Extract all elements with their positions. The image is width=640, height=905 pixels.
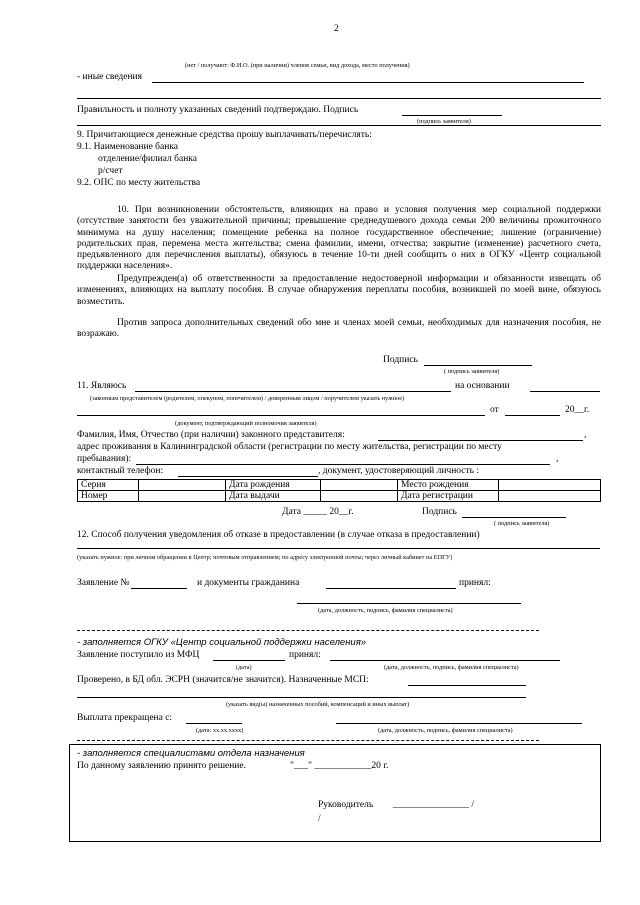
citizen-name-line[interactable] — [326, 588, 456, 589]
basis-label: на основании — [455, 381, 510, 391]
year-label: 20__г. — [565, 405, 590, 415]
other-info-label: - иные сведения — [77, 72, 143, 82]
basis-line[interactable] — [530, 391, 600, 392]
benefits-line[interactable] — [77, 697, 526, 698]
payment-stopped-specialist-line[interactable] — [336, 723, 582, 724]
representative-fio-label: Фамилия, Имя, Отчество (при наличии) законного представителя: — [77, 430, 345, 440]
decision-label: По данному заявлению принято решение. — [77, 761, 246, 771]
table-cell[interactable] — [499, 480, 601, 491]
head-signature-line[interactable]: ________________ / — [393, 800, 475, 810]
head-label: Руководитель — [318, 800, 374, 810]
table-sign-line[interactable] — [462, 517, 566, 518]
mfc-accepted-label: принял: — [289, 650, 321, 660]
mfc-date-line[interactable] — [213, 660, 285, 661]
specialist-line[interactable] — [297, 603, 521, 604]
payment-stopped-date-line[interactable] — [186, 723, 242, 724]
table-cell[interactable] — [499, 491, 601, 502]
signature-hint: ( подпись заявителя) — [444, 368, 500, 375]
bank-branch-label: отделение/филиал банка — [98, 154, 197, 164]
other-info-line[interactable] — [152, 82, 584, 83]
notification-method-hint: (указать нужное: при личном обращении в Центр; почтовым отправлением; по адресу электронной почты; через личный кабинет на ЕПГУ) — [77, 554, 453, 561]
esrn-check-label: Проверено, в БД обл. ЭСРН (значится/не значится). Назначенные МСП: — [77, 675, 369, 685]
table-sign-label: Подпись — [422, 507, 457, 517]
table-cell: Дата рождения — [226, 480, 321, 491]
statement-label: Заявление № — [77, 578, 130, 588]
role-hint: (законным представителем (родителем, опекуном, попечителем) / доверенным лицом / поручителем указать нужное) — [90, 395, 405, 402]
divider — [77, 125, 601, 126]
date-label: Дата _____ 20__г. — [282, 507, 354, 517]
section12-title: 12. Способ получения уведомления об отказе в предоставлении (в случае отказа в предоставлении) — [77, 530, 480, 540]
benefits-hint: (указать вид(ы) назначенных пособий, компенсаций и иных выплат) — [226, 701, 410, 708]
from-label: от — [490, 405, 499, 415]
document-hint: (документ, подтверждающий полномочия заявителя) — [175, 420, 317, 427]
obligation-paragraph: 10. При возникновении обстоятельств, влияющих на право и условия получения мер социальной поддержки (отсутствие занятости без уважительной причины; превышение среднедушевого дохода семьи 200 величины прожиточного минимума на душу населения; помещение ребенка на полное государственное обеспечение; лишение (ограничение) родительских прав, перемена места жительства; смена фамилии, имени, отчества; закрытие (изменение) расчетного счета, предъявленного для перечисления выплаты), обязуюсь в течение 10-ти дней сообщить о них в ОГКУ «Центр социальной поддержки населения». — [77, 205, 601, 272]
esrn-msp-line[interactable] — [408, 685, 526, 686]
page-number: 2 — [334, 24, 339, 34]
table-cell[interactable] — [321, 491, 398, 502]
post-office-label: 9.2. ОПС по месту жительства — [77, 178, 201, 188]
payment-stopped-label: Выплата прекращена с: — [77, 713, 173, 723]
mfc-date-hint: (дата) — [236, 664, 252, 671]
statement-accepted-label: принял: — [459, 578, 491, 588]
address-label-continued: пребывания): — [77, 454, 132, 464]
confirm-signature-line[interactable] — [402, 115, 502, 116]
date-format-hint: (дата: хх.хх.хххх) — [196, 727, 244, 734]
dashed-divider — [77, 740, 539, 741]
mfc-specialist-line[interactable] — [330, 660, 560, 661]
consent-paragraph: Против запроса дополнительных сведений обо мне и членах моей семьи, необходимых для назначения пособия, не возражаю. — [77, 318, 601, 340]
family-income-hint: (нет / получают: Ф.И.О. (при наличии) членов семьи, вид дохода, место получения) — [185, 62, 410, 69]
specialist-hint: (дата, должность, подпись, фамилия специалиста) — [318, 607, 453, 614]
applicant-sign-hint: (подпись заявителя) — [417, 118, 471, 125]
table-cell: Серия — [78, 480, 139, 491]
statement-docs-label: и документы гражданина — [197, 578, 300, 588]
statement-number-line[interactable] — [131, 588, 187, 589]
signature-label: Подпись — [383, 355, 418, 365]
confirm-text: Правильность и полноту указанных сведений подтверждаю. Подпись — [77, 105, 359, 115]
table-sign-hint: ( подпись заявителя) — [494, 520, 550, 527]
table-cell: Номер — [78, 491, 139, 502]
document-line[interactable] — [77, 415, 485, 416]
section9-title: 9. Причитающиеся денежные средства прошу выплачивать/перечислять: — [77, 130, 372, 140]
payment-specialist-hint: (дата, должность, подпись, фамилия специалиста) — [378, 727, 513, 734]
dashed-divider — [77, 630, 539, 631]
address-label: адрес проживания в Калининградской области (регистрации по месту жительства, регистрации по месту — [77, 442, 502, 452]
bank-name-label: 9.1. Наименование банка — [77, 142, 179, 152]
table-cell[interactable] — [321, 480, 398, 491]
comma: , — [556, 454, 559, 464]
table-row — [78, 480, 601, 491]
comma: , — [584, 430, 587, 440]
decision-date[interactable]: "___" ____________20 г. — [290, 761, 389, 771]
signature-line[interactable] — [424, 365, 532, 366]
table-row — [78, 491, 601, 502]
center-block-title: - заполняется ОГКУ «Центр социальной поддержки населения» — [77, 637, 367, 648]
table-cell: Дата выдачи — [226, 491, 321, 502]
phone-label: контактный телефон: — [77, 466, 164, 476]
divider — [77, 98, 601, 99]
head-name-slash: / — [318, 814, 321, 824]
liability-paragraph: Предупрежден(а) об ответственности за предоставление недостоверной информации и обязанности извещать об изменениях, влияющих на выплату пособия. В случае обнаружения переплаты пособия, возникшей по моей вине, обязуюсь возместить. — [77, 274, 601, 307]
mfc-label: Заявление поступило из МФЦ — [77, 650, 200, 660]
applicant-role-line[interactable] — [135, 391, 451, 392]
table-cell: Дата регистрации — [398, 491, 499, 502]
table-cell[interactable] — [139, 491, 226, 502]
address-line[interactable] — [136, 464, 550, 465]
from-date-line[interactable] — [505, 415, 560, 416]
mfc-specialist-hint: (дата, должность, подпись, фамилия специалиста) — [384, 664, 519, 671]
table-cell: Место рождения — [398, 480, 499, 491]
table-cell[interactable] — [139, 480, 226, 491]
id-document-label: , документ, удостоверяющий личность : — [318, 466, 480, 476]
bank-account-label: р/счет — [98, 166, 123, 176]
id-document-table — [77, 479, 601, 502]
department-block-title: - заполняется специалистами отдела назначения — [77, 748, 305, 759]
section11-lead: 11. Являюсь — [77, 381, 127, 391]
phone-line[interactable] — [178, 476, 318, 477]
representative-fio-line[interactable] — [378, 440, 583, 441]
notification-method-line[interactable] — [77, 548, 600, 549]
